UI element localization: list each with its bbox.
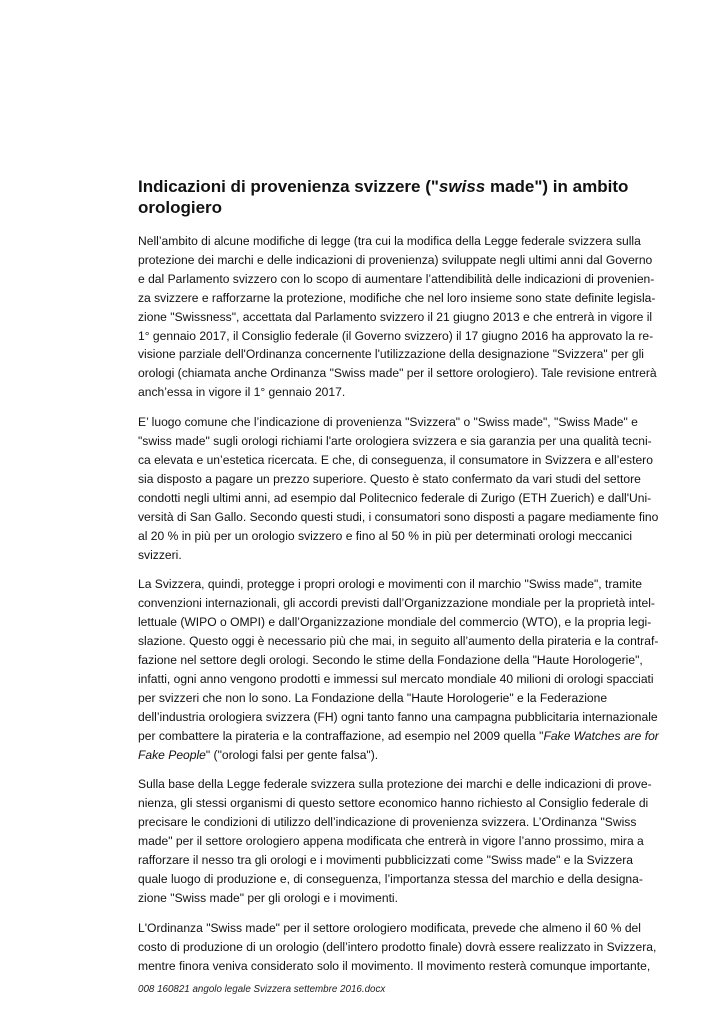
document-footer-filename: 008 160821 angolo legale Svizzera settembre 2016.docx	[138, 984, 386, 995]
paragraph-5: L'Ordinanza "Swiss made" per il settore orologiero modificata, prevede che almeno il 60 % del costo di produzione di un orologio (dell’intero prodotto finale) dovrà essere realizzato in Svizzera, mentre finora veniva considerato solo il movimento. Il movimento resterà comunque importante,	[138, 920, 657, 973]
title-italic-word: swiss	[438, 177, 486, 196]
paragraph-3	[138, 575, 660, 764]
title-part-2: made") in ambito orologiero	[138, 177, 629, 217]
paragraph-3-text: La Svizzera, quindi, protegge i propri orologi e movimenti con il marchio "Swiss made", tramite convenzioni internazionali, gli accordi previsti dall’Organizzazione mondiale per la proprietà intellettuale (WIPO o OMPI) e dall’Organizzazione mondiale del commercio (WTO), e la propria legislazione. Questo oggi è necessario più che mai, in seguito all’aumento della pirateria e la contraffazione nel settore degli orologi. Secondo le stime della Fondazione della "Haute Horologerie", infatti, ogni anno vengono prodotti e immessi sul mercato mondiale 40 milioni di orologi spacciati per svizzeri che non lo sono. La Fondazione della "Haute Horologerie" e la Federazione dell’industria orologiera svizzera (FH) ogni tanto fanno una campagna pubblicitaria internazionale per combattere la pirateria e la contraffazione, ad esempio nel 2009 quella "	[138, 577, 659, 743]
title-part-1: Indicazioni di provenienza svizzere ("	[138, 177, 439, 196]
campaign-slogan: Fake Watches are for Fake People	[138, 728, 659, 762]
paragraph-1: Nell’ambito di alcune modifiche di legge (tra cui la modifica della Legge federale svizzera sulla protezione dei marchi e delle indicazioni di provenienza) sviluppate negli ultimi anni dal Governo e dal Parlamento svizzero con lo scopo di aumentare l’attendibilità delle indicazioni di provenienza svizzere e rafforzarne la protezione, modifiche che nel loro insieme sono state definite legislazione "Swissness", accettata dal Parlamento svizzero il 21 giugno 2013 e che entrerà in vigore il 1° gennaio 2017, il Consiglio federale (il Governo svizzero) il 17 giugno 2016 ha approvato la revisione parziale dell'Ordinanza concernente l'utilizzazione della designazione "Svizzera" per gli orologi (chiamata anche Ordinanza "Swiss made" per il settore orologiero). Tale revisione entrerà anch’essa in vigore il 1° gennaio 2017.	[138, 234, 657, 400]
paragraph-2: E’ luogo comune che l’indicazione di provenienza "Svizzera" o "Swiss made", "Swiss Made" e "swiss made" sugli orologi richiami l'arte orologiera svizzera e sia garanzia per una qualità tecnica elevata e un’estetica ricercata. E che, di conseguenza, il consumatore in Svizzera e all’estero sia disposto a pagare un prezzo superiore. Questo è stato confermato da vari studi del settore condotti negli ultimi anni, ad esempio dal Politecnico federale di Zurigo (ETH Zuerich) e dall'Università di San Gallo. Secondo questi studi, i consumatori sono disposti a pagare mediamente fino al 20 % in più per un orologio svizzero e fino al 50 % in più per determinati orologi meccanici svizzeri.	[138, 415, 659, 562]
paragraph-4: Sulla base della Legge federale svizzera sulla protezione dei marchi e delle indicazioni di provenienza, gli stessi organismi di questo settore economico hanno richiesto al Consiglio federale di precisare le condizioni di utilizzo dell’indicazione di provenienza svizzera. L’Ordinanza "Swiss made" per il settore orologiero appena modificata che entrerà in vigore l’anno prossimo, mira a rafforzare il nesso tra gli orologi e i movimenti pubblicizzati come "Swiss made" e la Svizzera quale luogo di produzione e, di conseguenza, l’importanza stessa del marchio e della designazione "Swiss made" per gli orologi e i movimenti.	[138, 777, 652, 905]
document-title	[138, 176, 660, 218]
document-body	[138, 176, 660, 987]
paragraph-3-end: " ("orologi falsi per gente falsa").	[205, 747, 379, 762]
